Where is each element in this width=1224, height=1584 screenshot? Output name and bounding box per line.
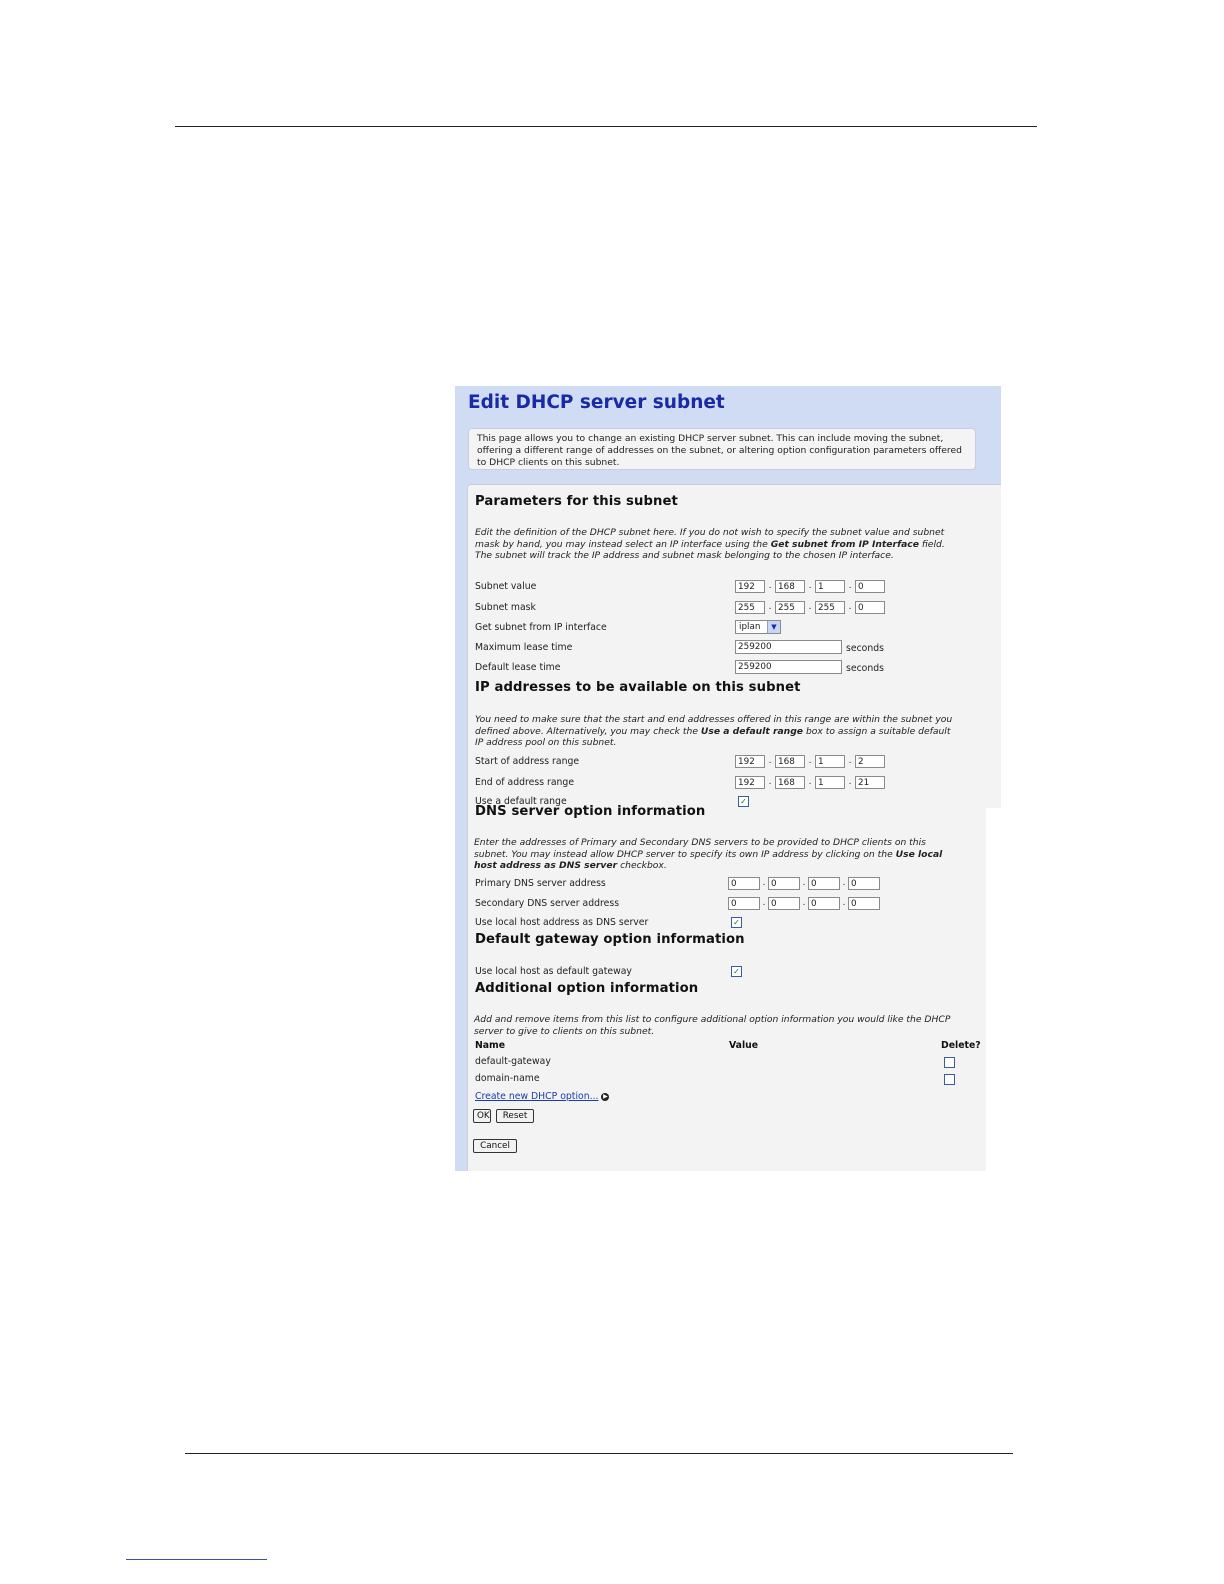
range-heading: IP addresses to be available on this subnet (475, 680, 801, 695)
option-row-name: domain-name (475, 1073, 540, 1084)
secondary-dns-input (728, 896, 880, 910)
range-start-octet-1[interactable]: 192 (735, 755, 765, 768)
octet-separator: . (848, 602, 852, 612)
range-end-octet-4[interactable]: 21 (855, 776, 885, 789)
max-lease-label: Maximum lease time (475, 642, 573, 653)
interface-select-value: iplan (739, 622, 761, 632)
form-panel (467, 484, 1001, 1171)
gateway-heading: Default gateway option information (475, 932, 745, 947)
range-desc-text-2: box to assign a suitable default IP address pool on this subnet. (475, 725, 951, 749)
range-desc-text: You need to make sure that the start and end addresses offered in this range are within the subnet you defined above. Alternatively, you may check the (475, 714, 953, 737)
range-start-octet-2[interactable]: 168 (775, 755, 805, 768)
default-range-label: Use a default range (475, 796, 567, 807)
range-end-label: End of address range (475, 777, 575, 788)
option-row-delete-checkbox[interactable] (944, 1057, 955, 1068)
page-footer-rule (185, 1453, 1013, 1454)
interface-label: Get subnet from IP interface (475, 622, 607, 633)
primary-dns-octet-2[interactable]: 0 (768, 877, 800, 890)
params-heading: Parameters for this subnet (475, 494, 678, 509)
default-lease-input[interactable]: 259200 (735, 660, 842, 674)
dns-local-label: Use local host address as DNS server (475, 917, 649, 928)
subnet-value-octet-2[interactable]: 168 (775, 580, 805, 593)
subnet-mask-octet-4[interactable]: 0 (855, 601, 885, 614)
cancel-button[interactable]: Cancel (473, 1139, 517, 1153)
octet-separator: . (842, 878, 846, 888)
range-start-label: Start of address range (475, 756, 580, 767)
range-start-octet-4[interactable]: 2 (855, 755, 885, 768)
footer-link-rule (126, 1559, 267, 1560)
dns-desc-text-2: checkbox. (617, 860, 667, 872)
octet-separator: . (768, 602, 772, 612)
create-option-link[interactable] (475, 1091, 609, 1102)
arrow-right-circle-icon: ▶ (603, 1092, 608, 1100)
dhcp-subnet-screenshot (455, 386, 1001, 1171)
subnet-mask-octet-2[interactable]: 255 (775, 601, 805, 614)
reset-button[interactable]: Reset (496, 1109, 534, 1123)
octet-separator: . (808, 777, 812, 787)
subnet-value-octet-4[interactable]: 0 (855, 580, 885, 593)
octet-separator: . (802, 878, 806, 888)
subnet-value-octet-1[interactable]: 192 (735, 580, 765, 593)
subnet-mask-octet-1[interactable]: 255 (735, 601, 765, 614)
secondary-dns-octet-4[interactable]: 0 (848, 897, 880, 910)
dns-description (474, 837, 952, 872)
intro-box: This page allows you to change an existing DHCP server subnet. This can include moving the subnet, offering a different range of addresses on the subnet, or altering option configuration parameters offered to DHCP clients on this subnet. (468, 428, 976, 470)
secondary-dns-octet-1[interactable]: 0 (728, 897, 760, 910)
gateway-local-label: Use local host as default gateway (475, 966, 632, 977)
additional-description: Add and remove items from this list to configure additional option information you would like the DHCP server to give to clients on this subnet. (474, 1014, 951, 1037)
range-end-octet-1[interactable]: 192 (735, 776, 765, 789)
octet-separator: . (768, 756, 772, 766)
check-icon: ✓ (740, 797, 747, 806)
option-row-name: default-gateway (475, 1056, 551, 1067)
params-desc-bold: Get subnet from IP Interface (770, 538, 919, 550)
params-description (475, 527, 950, 562)
range-start-octet-3[interactable]: 1 (815, 755, 845, 768)
secondary-dns-octet-2[interactable]: 0 (768, 897, 800, 910)
dns-desc-bold: Use local host address as DNS server (474, 848, 943, 872)
interface-select[interactable] (735, 620, 781, 634)
col-value-header: Value (729, 1040, 759, 1051)
max-lease-unit: seconds (846, 643, 885, 654)
octet-separator: . (842, 898, 846, 908)
default-lease-label: Default lease time (475, 662, 561, 673)
ok-button[interactable]: OK (473, 1109, 491, 1123)
octet-separator: . (762, 898, 766, 908)
gateway-local-checkbox[interactable] (731, 966, 742, 977)
secondary-dns-label: Secondary DNS server address (475, 898, 620, 909)
octet-separator: . (768, 777, 772, 787)
page-title: Edit DHCP server subnet (468, 392, 725, 413)
additional-heading: Additional option information (475, 981, 699, 996)
primary-dns-octet-3[interactable]: 0 (808, 877, 840, 890)
subnet-value-label: Subnet value (475, 581, 537, 592)
params-desc-text-2: field. The subnet will track the IP address and subnet mask belonging to the chosen IP interface. (475, 538, 945, 562)
range-end-octet-2[interactable]: 168 (775, 776, 805, 789)
create-option-link-text: Create new DHCP option... (475, 1091, 599, 1102)
dns-desc-text: Enter the addresses of Primary and Secondary DNS servers to be provided to DHCP clients on this subnet. You may instead allow DHCP server to specify its own IP address by clicking on the (474, 837, 926, 860)
subnet-mask-label: Subnet mask (475, 602, 536, 613)
default-lease-unit: seconds (846, 663, 885, 674)
subnet-value-input (735, 579, 885, 593)
octet-separator: . (848, 756, 852, 766)
col-name-header: Name (475, 1040, 506, 1051)
primary-dns-input (728, 876, 880, 890)
max-lease-input[interactable]: 259200 (735, 640, 842, 654)
option-row-delete-checkbox[interactable] (944, 1074, 955, 1085)
range-desc-bold: Use a default range (700, 725, 804, 737)
range-description (475, 714, 953, 749)
primary-dns-label: Primary DNS server address (475, 878, 606, 889)
octet-separator: . (768, 581, 772, 591)
octet-separator: . (802, 898, 806, 908)
subnet-mask-octet-3[interactable]: 255 (815, 601, 845, 614)
primary-dns-octet-4[interactable]: 0 (848, 877, 880, 890)
range-end-octet-3[interactable]: 1 (815, 776, 845, 789)
range-start-input (735, 754, 885, 768)
screenshot-crop-edge (986, 808, 1001, 1171)
check-icon: ✓ (733, 918, 740, 927)
octet-separator: . (848, 777, 852, 787)
dns-local-checkbox[interactable] (731, 917, 742, 928)
octet-separator: . (848, 581, 852, 591)
secondary-dns-octet-3[interactable]: 0 (808, 897, 840, 910)
default-range-checkbox[interactable] (738, 796, 749, 807)
page-header-rule (175, 126, 1037, 127)
params-desc-text: Edit the definition of the DHCP subnet here. If you do not wish to specify the subnet value and subnet mask by hand, you may instead select an IP interface using the (475, 527, 945, 550)
col-delete-header: Delete? (941, 1040, 981, 1051)
primary-dns-octet-1[interactable]: 0 (728, 877, 760, 890)
octet-separator: . (762, 878, 766, 888)
check-icon: ✓ (733, 967, 740, 976)
chevron-down-icon[interactable]: ▼ (767, 621, 780, 633)
octet-separator: . (808, 581, 812, 591)
subnet-mask-input (735, 600, 885, 614)
subnet-value-octet-3[interactable]: 1 (815, 580, 845, 593)
octet-separator: . (808, 602, 812, 612)
octet-separator: . (808, 756, 812, 766)
dns-heading: DNS server option information (475, 804, 706, 819)
range-end-input (735, 775, 885, 789)
